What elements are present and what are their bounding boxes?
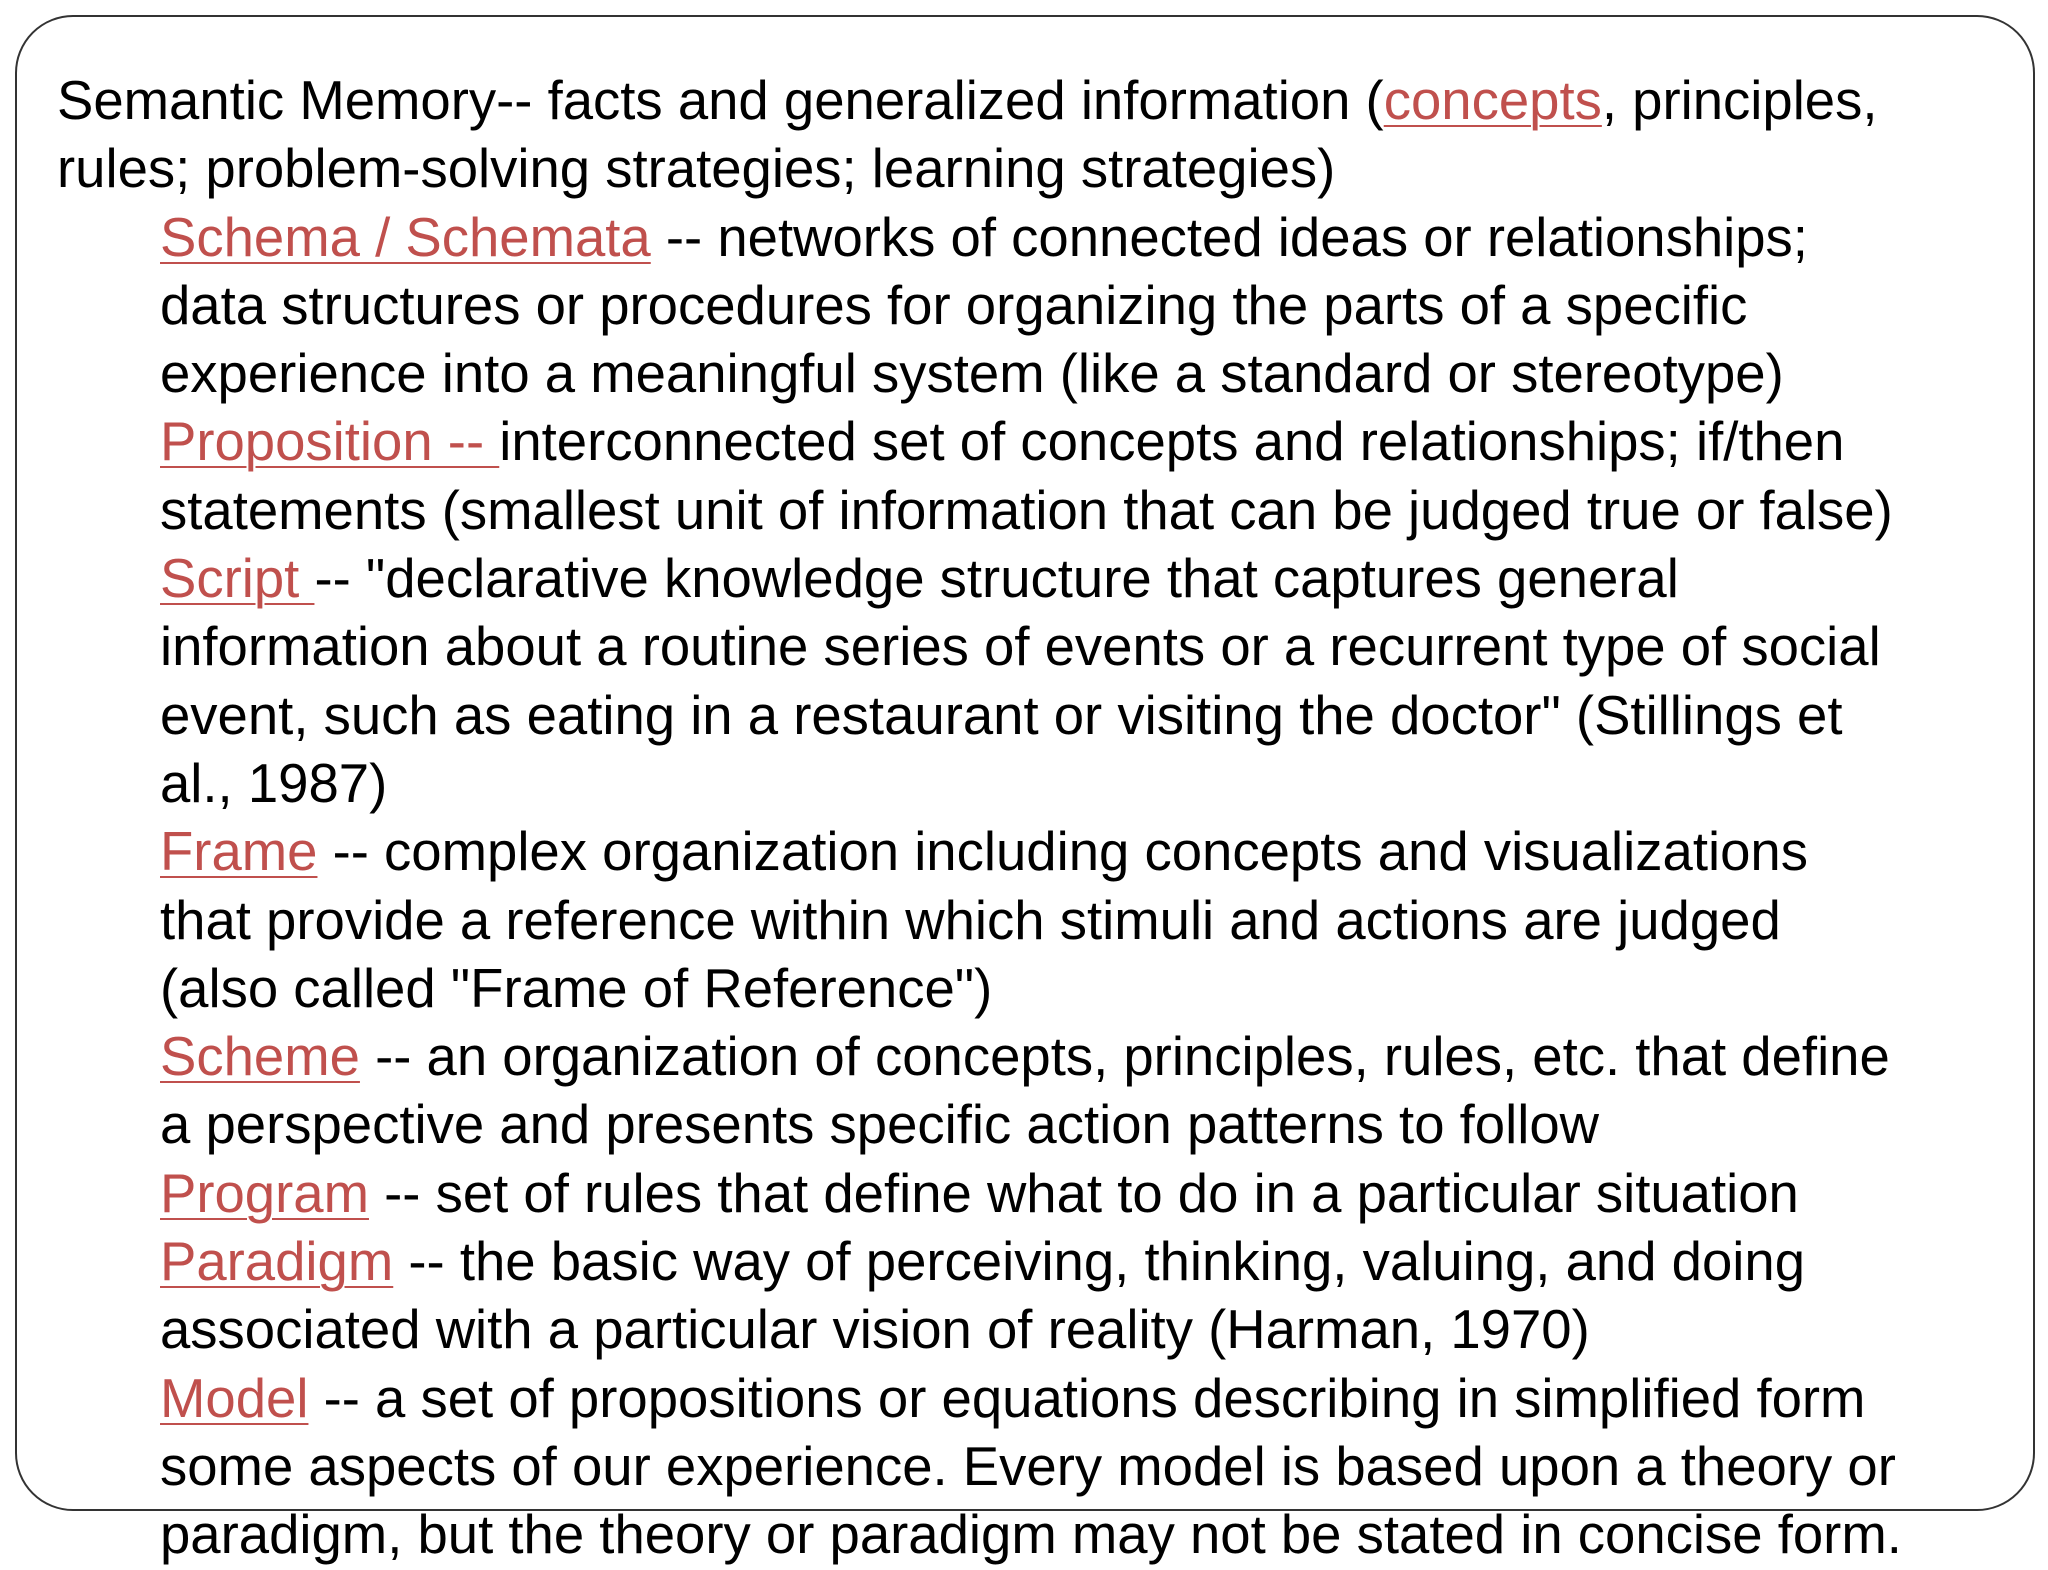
- program-line-1: [57, 1160, 2007, 1228]
- model-line-3: paradigm, but the theory or paradigm may not be stated in concise form.: [160, 1504, 1902, 1566]
- script-line-2: information about a routine series of events or a recurrent type of social: [160, 616, 1881, 678]
- proposition-line-1: [57, 408, 2007, 476]
- script-line-3: event, such as eating in a restaurant or visiting the doctor" (Stillings et: [160, 684, 1843, 746]
- scheme-definition: -- an organization of concepts, principles, rules, etc. that define: [359, 1026, 1890, 1088]
- link-script[interactable]: Script: [160, 548, 315, 610]
- link-scheme[interactable]: Scheme: [160, 1026, 360, 1088]
- link-model[interactable]: Model: [160, 1367, 309, 1429]
- paradigm-line-2: associated with a particular vision of reality (Harman, 1970): [160, 1299, 1590, 1361]
- paradigm-line-1: [57, 1228, 2007, 1296]
- intro-text-end: , principles,: [1601, 70, 1878, 131]
- link-program[interactable]: Program: [160, 1162, 369, 1224]
- intro-line-2: rules; problem-solving strategies; learning strategies): [57, 138, 1336, 200]
- paradigm-definition: -- the basic way of perceiving, thinking, valuing, and doing: [393, 1231, 1806, 1293]
- script-line-1: [57, 545, 2007, 613]
- schema-line-3: experience into a meaningful system (like a standard or stereotype): [160, 343, 1784, 405]
- link-concepts[interactable]: concepts: [1383, 70, 1602, 131]
- frame-line-1: [57, 818, 2007, 886]
- proposition-definition: interconnected set of concepts and relationships; if/then: [499, 411, 1845, 473]
- link-frame[interactable]: Frame: [160, 821, 318, 883]
- script-definition: -- "declarative knowledge structure that captures general: [314, 548, 1679, 610]
- frame-line-2: that provide a reference within which stimuli and actions are judged: [160, 889, 1781, 951]
- scheme-line-2: a perspective and presents specific action patterns to follow: [160, 1094, 1599, 1156]
- model-line-2: some aspects of our experience. Every model is based upon a theory or: [160, 1435, 1896, 1497]
- schema-line-2: data structures or procedures for organizing the parts of a specific: [160, 274, 1748, 336]
- scheme-line-1: [57, 1023, 2007, 1091]
- frame-line-3: (also called "Frame of Reference"): [160, 957, 993, 1019]
- frame-definition: -- complex organization including concepts and visualizations: [317, 821, 1808, 883]
- intro-line-1: [57, 67, 2007, 135]
- proposition-line-2: statements (smallest unit of information that can be judged true or false): [160, 479, 1893, 541]
- script-line-4: al., 1987): [160, 752, 388, 814]
- link-paradigm[interactable]: Paradigm: [160, 1231, 394, 1293]
- slide-frame: [15, 15, 2035, 1566]
- intro-text: Semantic Memory-- facts and generalized information (: [57, 70, 1384, 131]
- link-proposition[interactable]: Proposition --: [160, 411, 500, 473]
- model-definition: -- a set of propositions or equations describing in simplified form: [308, 1367, 1866, 1429]
- schema-definition: -- networks of connected ideas or relationships;: [650, 206, 1808, 268]
- schema-line-1: [57, 204, 2007, 272]
- program-definition: -- set of rules that define what to do in a particular situation: [368, 1162, 1799, 1224]
- slide-body: [57, 67, 2007, 1570]
- model-line-1: [57, 1365, 2007, 1433]
- link-schema[interactable]: Schema / Schemata: [160, 206, 651, 268]
